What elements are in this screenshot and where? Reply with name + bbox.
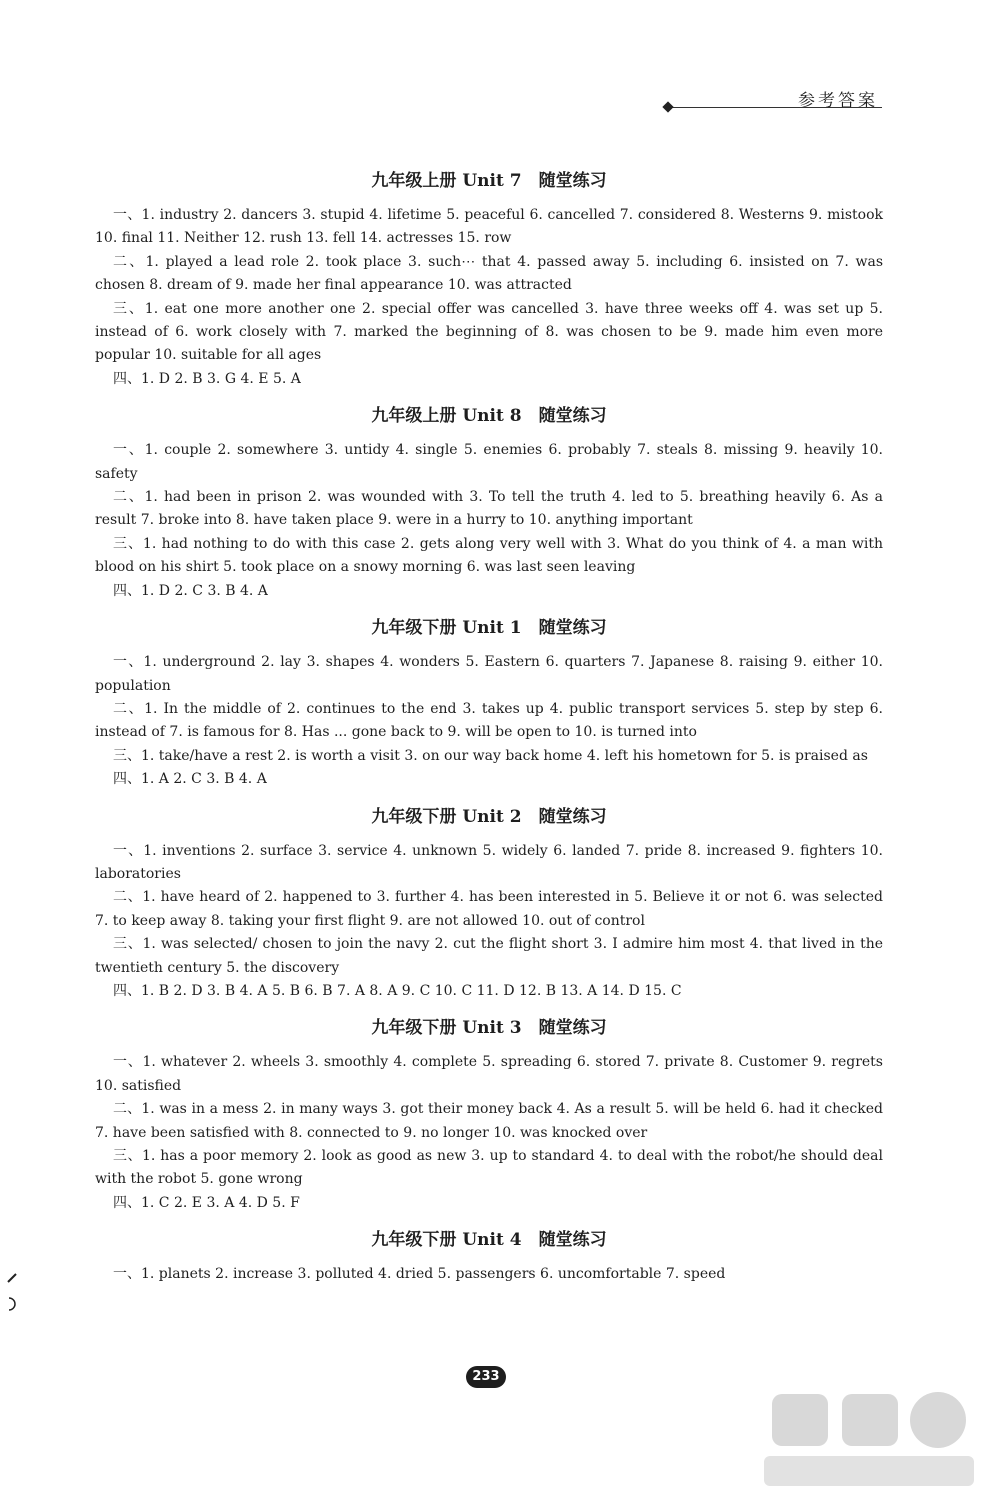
answer-paragraph: 一、1. inventions 2. surface 3. service 4. unknown 5. widely 6. landed 7. pride 8. increased 9. fighters 10. laboratories — [95, 842, 883, 882]
section-book2-unit3 — [95, 1015, 883, 1215]
answer-paragraph: 二、1. was in a mess 2. in many ways 3. got their money back 4. As a result 5. will be held 6. had it checked 7. have been satisfied with 8. connected to 9. no longer 10. was knocked over — [95, 1101, 883, 1141]
section-title: 九年级下册 Unit 2 随堂练习 — [371, 806, 607, 827]
answer-paragraph: 一、1. planets 2. increase 3. polluted 4. dried 5. passengers 6. uncomfortable 7. speed — [113, 1266, 726, 1283]
section-title: 九年级上册 Unit 8 随堂练习 — [371, 406, 607, 427]
answer-paragraph: 三、1. eat one more another one 2. special offer was cancelled 3. have three weeks off 4. was set up 5. instead of 6. work closely with 7. marked the beginning of 8. was chosen to be 9. made him even more popular 10. suitable for all ages — [95, 300, 883, 364]
section-title: 九年级下册 Unit 4 随堂练习 — [371, 1230, 607, 1251]
section-book2-unit1 — [95, 615, 883, 791]
answer-paragraph: 三、1. take/have a rest 2. is worth a visit 3. on our way back home 4. left his hometown for 5. is praised as — [113, 747, 868, 764]
answer-paragraph: 二、1. had been in prison 2. was wounded with 3. To tell the truth 4. led to 5. breathing heavily 6. As a result 7. broke into 8. have taken place 9. were in a hurry to 10. anything important — [95, 489, 883, 529]
page-header — [660, 84, 882, 114]
section-title: 九年级上册 Unit 7 随堂练习 — [371, 171, 607, 191]
section-unit8 — [95, 403, 883, 603]
section-unit7 — [95, 168, 883, 391]
answer-paragraph: 一、1. underground 2. lay 3. shapes 4. wonders 5. Eastern 6. quarters 7. Japanese 8. raising 9. either 10. population — [95, 654, 883, 694]
diamond-icon — [662, 101, 673, 112]
answer-paragraph: 一、1. couple 2. somewhere 3. untidy 4. single 5. enemies 6. probably 7. steals 8. missing 9. heavily 10. safety — [95, 442, 883, 482]
section-book2-unit2 — [95, 804, 883, 1004]
answer-paragraph: 二、1. In the middle of 2. continues to the end 3. takes up 4. public transport services 5. step by step 6. instead of 7. is famous for 8. Has ... gone back to 9. will be open to 10. is turned into — [95, 700, 883, 741]
answer-paragraph: 四、1. A 2. C 3. B 4. A — [113, 771, 267, 788]
section-book2-unit4 — [95, 1227, 883, 1286]
answer-paragraph: 三、1. was selected/ chosen to join the navy 2. cut the flight short 3. I admire him most 4. that lived in the twentieth century 5. the discovery — [95, 936, 883, 976]
answer-paragraph: 一、1. industry 2. dancers 3. stupid 4. lifetime 5. peaceful 6. cancelled 7. considered 8. Westerns 9. mistook 10. final 11. Neither 12. rush 13. fell 14. actresses 15. row — [95, 207, 883, 247]
header-rule — [670, 107, 882, 108]
answer-paragraph: 四、1. C 2. E 3. A 4. D 5. F — [113, 1194, 300, 1211]
answer-paragraph: 四、1. D 2. C 3. B 4. A — [113, 582, 268, 599]
section-title: 九年级下册 Unit 1 随堂练习 — [371, 618, 607, 639]
watermark-logo — [750, 1386, 990, 1496]
page-number-badge: 233 — [466, 1366, 506, 1388]
answer-paragraph: 二、1. have heard of 2. happened to 3. further 4. has been interested in 5. Believe it or not 6. was selected 7. to keep away 8. taking your first flight 9. are not allowed 10. out of control — [95, 889, 883, 929]
answer-paragraph: 三、1. had nothing to do with this case 2. gets along very well with 3. What do you think of 4. a man with blood on his shirt 5. took place on a snowy morning 6. was last seen leaving — [95, 535, 883, 576]
section-title: 九年级下册 Unit 3 随堂练习 — [371, 1018, 607, 1039]
answer-content — [95, 168, 883, 1299]
answer-paragraph: 四、1. B 2. D 3. B 4. A 5. B 6. B 7. A 8. A 9. C 10. C 11. D 12. B 13. A 14. D 15. C — [113, 982, 682, 999]
watermark-logo-icon — [750, 1386, 990, 1496]
margin-mark-icon — [4, 1270, 20, 1320]
answer-paragraph: 四、1. D 2. B 3. G 4. E 5. A — [113, 370, 301, 387]
answer-paragraph: 二、1. played a lead role 2. took place 3. such⋯ that 4. passed away 5. including 6. insisted on 7. was chosen 8. dream of 9. made her final appearance 10. was attracted — [95, 253, 883, 294]
answer-paragraph: 三、1. has a poor memory 2. look as good as new 3. up to standard 4. to deal with the robot/he should deal with the robot 5. gone wrong — [95, 1148, 883, 1188]
answer-paragraph: 一、1. whatever 2. wheels 3. smoothly 4. complete 5. spreading 6. stored 7. private 8. Customer 9. regrets 10. satisfied — [95, 1054, 883, 1094]
header-title: 参考答案 — [798, 91, 878, 111]
